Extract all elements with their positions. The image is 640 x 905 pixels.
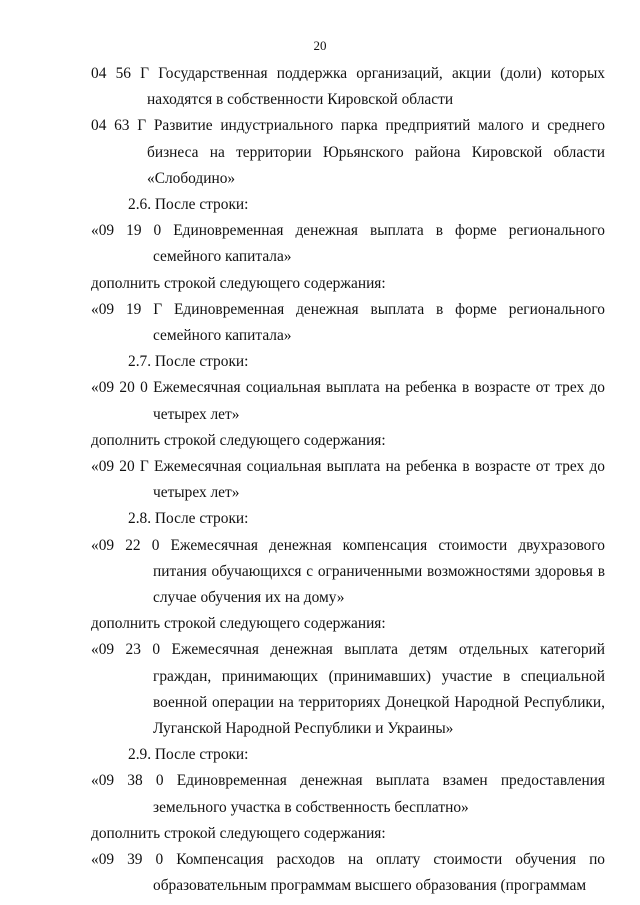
code-entry-09230: «09 23 0 Ежемесячная денежная выплата детям отдельных категорий граждан, принимающих (принимавших) участие в специальной военной операции на территориях Донецкой Народной Республики, Луганской Народной Республики и Украины» [91,641,605,738]
code-entry-09190: «09 19 0 Единовременная денежная выплата в форме регионального семейного капитала» [91,222,605,266]
code-entry-0463g: 04 63 Г Развитие индустриального парка предприятий малого и среднего бизнеса на территории Юрьянского района Кировской области «Слободино» [91,117,605,187]
point-2-6: 2.6. После строки: [128,196,249,214]
supplement-instruction: дополнить строкой следующего содержания: [91,615,386,633]
supplement-instruction: дополнить строкой следующего содержания: [91,824,386,842]
page-number: 20 [313,38,327,53]
code-entry-09390: «09 39 0 Компенсация расходов на оплату стоимости обучения по образовательным программам высшего образования (программам [91,851,605,895]
document-body [91,61,605,900]
code-entry-0920g: «09 20 Г Ежемесячная социальная выплата на ребенка в возрасте от трех до четырех лет» [91,458,605,502]
code-entry-09200: «09 20 0 Ежемесячная социальная выплата на ребенка в возрасте от трех до четырех лет» [91,379,605,423]
code-entry-09220: «09 22 0 Ежемесячная денежная компенсация стоимости двухразового питания обучающихся с ограниченными возможностями здоровья в случае обучения их на дому» [91,536,605,607]
supplement-instruction: дополнить строкой следующего содержания: [91,274,386,292]
supplement-instruction: дополнить строкой следующего содержания: [91,431,386,449]
point-2-9: 2.9. После строки: [128,746,249,764]
code-entry-09380: «09 38 0 Единовременная денежная выплата взамен предоставления земельного участка в собственность бесплатно» [91,772,605,816]
point-2-8: 2.8. После строки: [128,510,249,528]
code-entry-0456g: 04 56 Г Государственная поддержка организаций, акции (доли) которых находятся в собственности Кировской области [91,65,605,109]
point-2-7: 2.7. После строки: [128,353,249,371]
code-entry-0919g: «09 19 Г Единовременная денежная выплата в форме регионального семейного капитала» [91,300,605,345]
